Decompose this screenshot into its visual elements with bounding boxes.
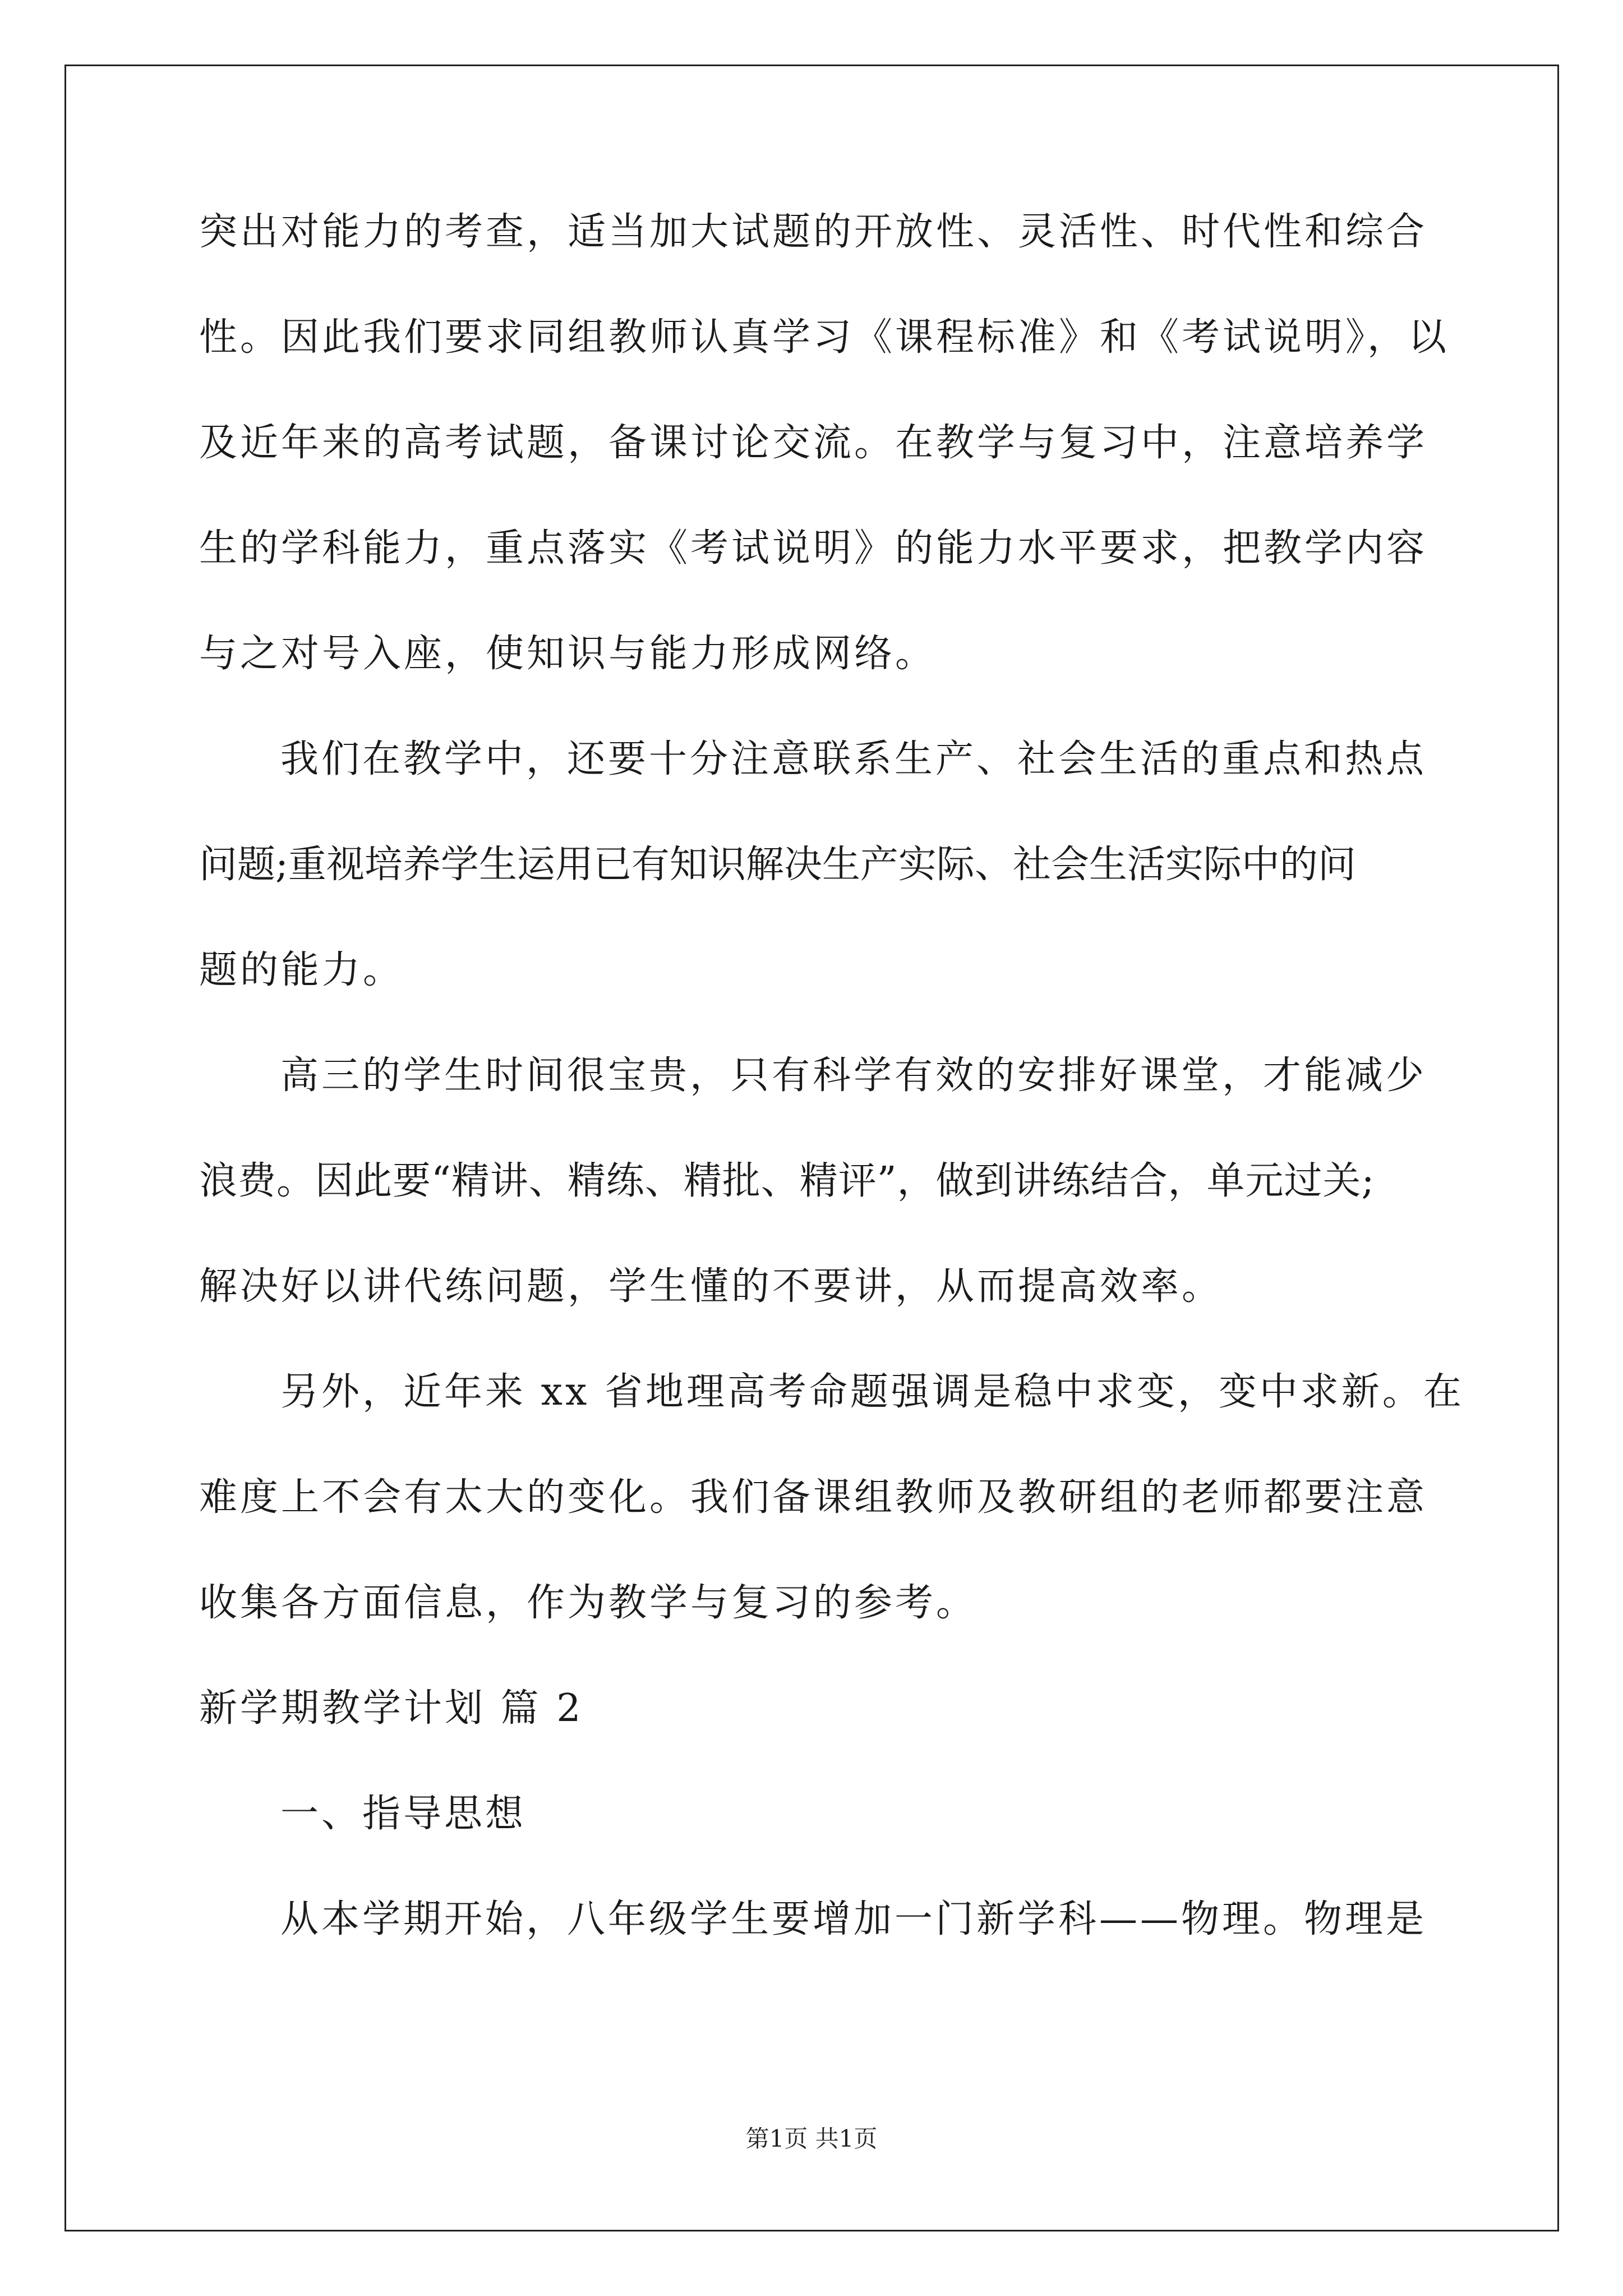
section-heading: 新学期教学计划 篇 2: [199, 1686, 584, 1731]
paragraph-line: 解决好以讲代练问题，学生懂的不要讲，从而提高效率。: [199, 1264, 1223, 1309]
document-body: [199, 210, 1464, 2006]
paragraph-line: 另外，近年来 xx 省地理高考命题强调是稳中求变，变中求新。在: [280, 1370, 1464, 1414]
paragraph-line: 高三的学生时间很宝贵，只有科学有效的安排好课堂，才能减少: [280, 1053, 1427, 1098]
paragraph-line: 性。因此我们要求同组教师认真学习《课程标准》和《考试说明》，以: [199, 315, 1450, 360]
page-footer: 第1页 共1页: [745, 2125, 878, 2152]
subsection-heading: 一、指导思想: [280, 1792, 527, 1836]
paragraph-line: 收集各方面信息，作为教学与复习的参考。: [199, 1581, 978, 1625]
paragraph-line: 及近年来的高考试题，备课讨论交流。在教学与复习中，注意培养学: [199, 421, 1428, 465]
paragraph-line: 从本学期开始，八年级学生要增加一门新学科——物理。物理是: [280, 1897, 1427, 1941]
paragraph-line: 与之对号入座，使知识与能力形成网络。: [199, 632, 937, 676]
paragraph-line: 难度上不会有太大的变化。我们备课组教师及教研组的老师都要注意: [199, 1475, 1428, 1520]
paragraph-line: 浪费。因此要“精讲、精练、精批、精评”，做到讲练结合，单元过关;: [199, 1159, 1375, 1203]
paragraph-line: 生的学科能力，重点落实《考试说明》的能力水平要求，把教学内容: [199, 526, 1428, 570]
paragraph-line: 问题;重视培养学生运用已有知识解决生产实际、社会生活实际中的问: [199, 843, 1356, 887]
paragraph-line: 题的能力。: [199, 948, 404, 992]
paragraph-line: 我们在教学中，还要十分注意联系生产、社会生活的重点和热点: [280, 737, 1427, 781]
paragraph-line: 突出对能力的考查，适当加大试题的开放性、灵活性、时代性和综合: [199, 210, 1428, 254]
